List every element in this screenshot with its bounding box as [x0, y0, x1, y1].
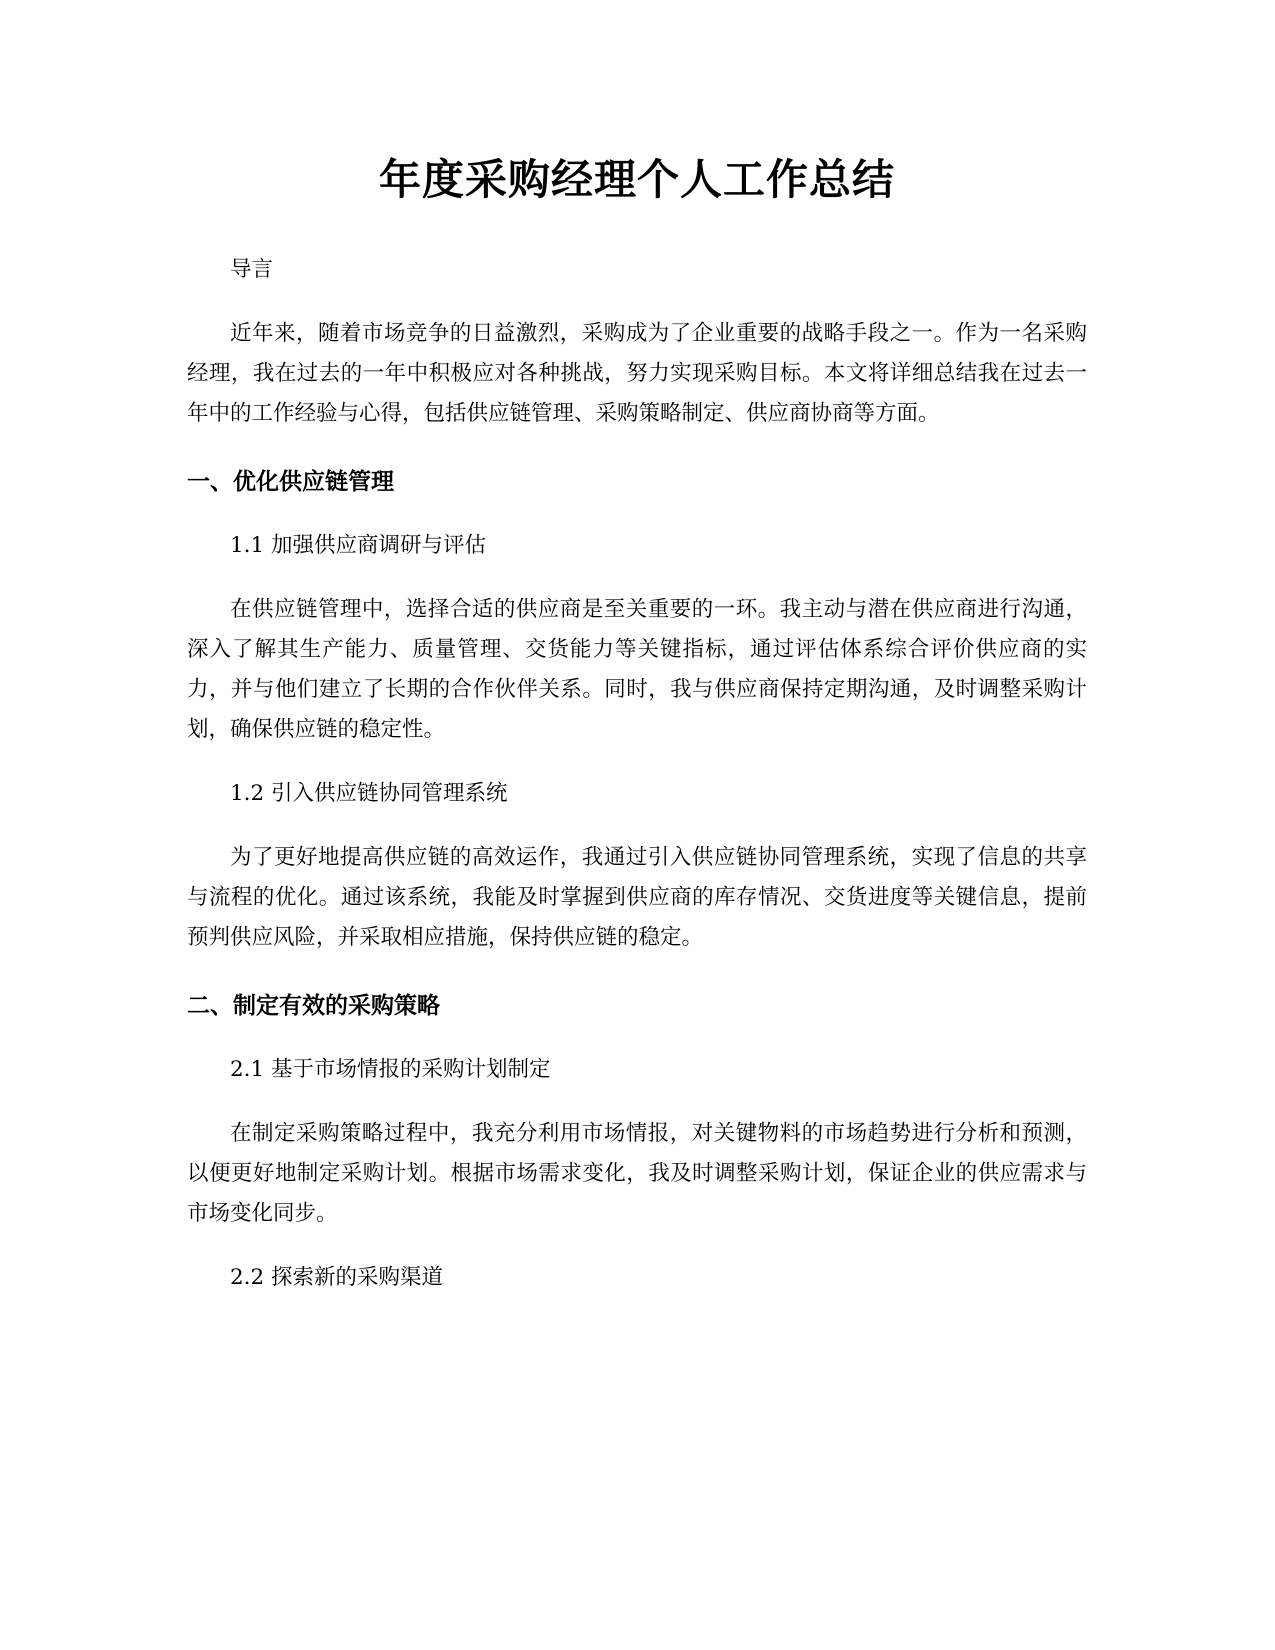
subsection-2-1-heading: 2.1 基于市场情报的采购计划制定	[230, 1057, 551, 1082]
section-2-heading: 二、制定有效的采购策略	[187, 993, 440, 1019]
subsection-1-2-body: 为了更好地提高供应链的高效运作，我通过引入供应链协同管理系统，实现了信息的共享与流程的优化。通过该系统，我能及时掌握到供应商的库存情况、交货进度等关键信息，提前预判供应风险，并采取相应措施，保持供应链的稳定。	[187, 845, 1087, 950]
section-1-heading: 一、优化供应链管理	[187, 469, 394, 495]
subsection-2-2-heading: 2.2 探索新的采购渠道	[230, 1265, 444, 1290]
subsection-1-1-body: 在供应链管理中，选择合适的供应商是至关重要的一环。我主动与潜在供应商进行沟通，深入了解其生产能力、质量管理、交货能力等关键指标，通过评估体系综合评价供应商的实力，并与他们建立了长期的合作伙伴关系。同时，我与供应商保持定期沟通，及时调整采购计划，确保供应链的稳定性。	[187, 597, 1087, 742]
document-body	[187, 150, 1087, 1298]
intro-paragraph: 近年来，随着市场竞争的日益激烈，采购成为了企业重要的战略手段之一。作为一名采购经理，我在过去的一年中积极应对各种挑战，努力实现采购目标。本文将详细总结我在过去一年中的工作经验与心得，包括供应链管理、采购策略制定、供应商协商等方面。	[187, 321, 1087, 426]
document-title: 年度采购经理个人工作总结	[378, 155, 895, 204]
subsection-1-2-heading: 1.2 引入供应链协同管理系统	[230, 781, 508, 806]
subsection-2-1-body: 在制定采购策略过程中，我充分利用市场情报，对关键物料的市场趋势进行分析和预测，以便更好地制定采购计划。根据市场需求变化，我及时调整采购计划，保证企业的供应需求与市场变化同步。	[187, 1121, 1087, 1226]
intro-heading: 导言	[230, 257, 274, 282]
subsection-1-1-heading: 1.1 加强供应商调研与评估	[230, 533, 487, 558]
